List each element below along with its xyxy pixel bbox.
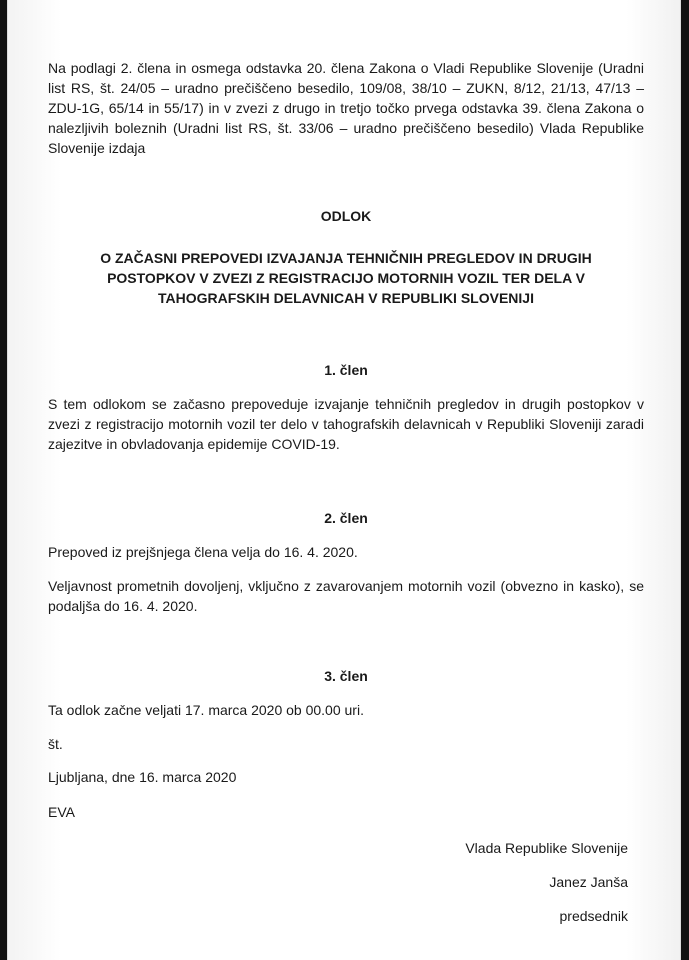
eva-label: EVA — [48, 804, 75, 820]
article-2-heading: 2. člen — [324, 510, 368, 526]
article-3-heading: 3. člen — [324, 668, 368, 684]
document-title: ODLOK — [320, 208, 372, 224]
place-and-date: Ljubljana, dne 16. marca 2020 — [48, 769, 237, 785]
article-1-heading: 1. člen — [324, 362, 368, 378]
signature-role: predsednik — [559, 908, 628, 924]
article-2-paragraph-2: Veljavnost prometnih dovoljenj, vključno z zavarovanjem motornih vozil (obvezno in kasko), se podaljša do 16. 4. 2020. — [48, 578, 644, 614]
document-page — [8, 0, 680, 960]
document-subtitle: O ZAČASNI PREPOVEDI IZVAJANJA TEHNIČNIH PREGLEDOV IN DRUGIH POSTOPKOV V ZVEZI Z REGISTRACIJO MOTORNIH VOZIL TER DELA V TAHOGRAFSKIH DELAVNICAH V REPUBLIKI SLOVENIJI — [100, 250, 592, 306]
article-2-paragraph-1: Prepoved iz prejšnjega člena velja do 16. 4. 2020. — [48, 544, 358, 560]
signature-institution: Vlada Republike Slovenije — [465, 840, 628, 856]
article-3-paragraph-1: Ta odlok začne veljati 17. marca 2020 ob 00.00 uri. — [48, 702, 364, 718]
article-1-paragraph-1: S tem odlokom se začasno prepoveduje izvajanje tehničnih pregledov in drugih postopkov v zvezi z registracijo motornih vozil ter delo v tahografskih delavnicah v Republiki Sloveniji zaradi zajezitve in obvladovanja epidemije COVID-19. — [48, 396, 644, 452]
signature-name: Janez Janša — [549, 874, 628, 890]
preamble: Na podlagi 2. člena in osmega odstavka 20. člena Zakona o Vladi Republike Slovenije (Uradni list RS, št. 24/05 – uradno prečiščeno besedilo, 109/08, 38/10 – ZUKN, 8/12, 21/13, 47/13 – ZDU-1G, 65/14 in 55/17) in v zvezi z drugo in tretjo točko prvega odstavka 39. člena Zakona o nalezljivih boleznih (Uradni list RS, št. 33/06 – uradno prečiščeno besedilo) Vlada Republike Slovenije izdaja — [48, 60, 644, 156]
document-number: št. — [48, 736, 63, 752]
